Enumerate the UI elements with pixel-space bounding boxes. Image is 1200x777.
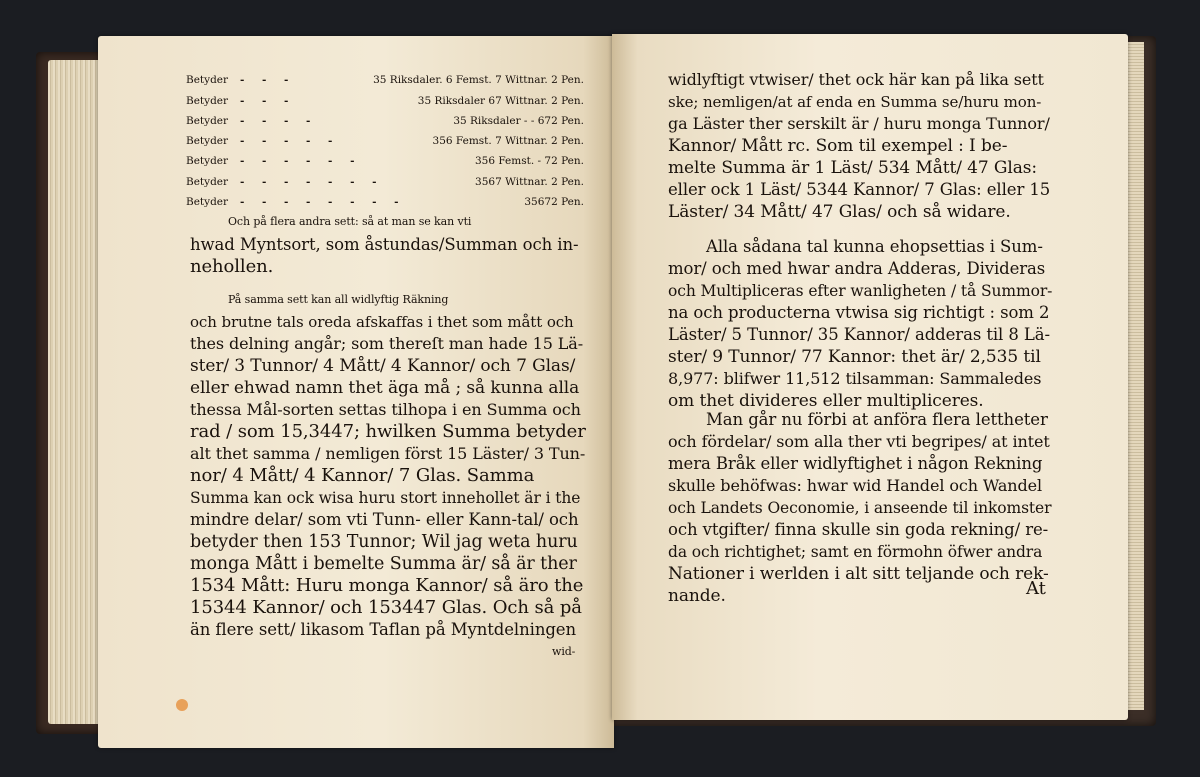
row-label: Betyder bbox=[186, 74, 229, 86]
paper-stain bbox=[176, 699, 188, 711]
row-value: 35672 Pen. bbox=[524, 196, 584, 208]
text-line: melte Summa är 1 Läst/ 534 Mått/ 47 Glas: bbox=[668, 158, 1038, 178]
catchword: At bbox=[1026, 578, 1046, 599]
row-dashes: - - - - - - - - bbox=[240, 196, 406, 208]
text-line: nehollen. bbox=[190, 256, 274, 277]
text-line: än flere sett/ likasom Taflan på Myntdelningen bbox=[190, 620, 576, 639]
text-line: 8,977: blifwer 11,512 tilsamman: Sammaledes bbox=[668, 369, 1042, 388]
text-line: nande. bbox=[668, 586, 726, 606]
text-line: ster/ 3 Tunnor/ 4 Mått/ 4 Kannor/ och 7 Glas/ bbox=[190, 356, 576, 376]
row-label: Betyder bbox=[186, 115, 229, 127]
row-dashes: - - - - - - - bbox=[240, 176, 384, 188]
text-line: Kannor/ Mått rc. Som til exempel : I be- bbox=[668, 136, 1008, 156]
text-line: om thet divideres eller multipliceres. bbox=[668, 391, 984, 411]
table-row bbox=[186, 115, 584, 135]
row-dashes: - - - bbox=[240, 74, 296, 86]
text-line: ga Läster ther serskilt är / huru monga Tunnor/ bbox=[668, 114, 1050, 133]
text-line: och fördelar/ som alla ther vti begripes/ at intet bbox=[668, 432, 1050, 451]
text-line: 15344 Kannor/ och 153447 Glas. Och så på bbox=[190, 597, 582, 618]
table-row bbox=[186, 135, 584, 155]
table-row bbox=[186, 95, 584, 115]
text-line: thessa Mål-sorten settas tilhopa i en Summa och bbox=[190, 400, 581, 419]
row-value: 356 Femst. - 72 Pen. bbox=[474, 155, 584, 167]
text-line: wid- bbox=[552, 645, 576, 658]
text-line: ske; nemligen/at af enda en Summa se/huru mon- bbox=[668, 93, 1042, 111]
row-value: 35 Riksdaler 67 Wittnar. 2 Pen. bbox=[417, 95, 584, 107]
row-label: Betyder bbox=[186, 135, 229, 147]
row-label: Betyder bbox=[186, 155, 229, 167]
row-value: 3567 Wittnar. 2 Pen. bbox=[475, 176, 584, 188]
text-line: skulle behöfwas: hwar wid Handel och Wandel bbox=[668, 476, 1043, 495]
table-row bbox=[186, 74, 584, 94]
row-dashes: - - - - - bbox=[240, 135, 340, 147]
text-line: nor/ 4 Mått/ 4 Kannor/ 7 Glas. Samma bbox=[190, 465, 535, 486]
text-line: na och producterna vtwisa sig richtigt : som 2 bbox=[668, 303, 1050, 322]
text-line: mor/ och med hwar andra Adderas, Divideras bbox=[668, 259, 1046, 278]
text-line: widlyftigt vtwiser/ thet ock här kan på lika sett bbox=[668, 70, 1044, 89]
row-label: Betyder bbox=[186, 176, 229, 188]
row-value: 35 Riksdaler - - 672 Pen. bbox=[453, 115, 584, 127]
row-dashes: - - - - - - bbox=[240, 155, 362, 167]
text-line: Och på flera andra sett: så at man se kan vti bbox=[228, 215, 472, 228]
row-label: Betyder bbox=[186, 196, 229, 208]
text-line: ster/ 9 Tunnor/ 77 Kannor: thet är/ 2,535 til bbox=[668, 347, 1041, 367]
text-line: eller ehwad namn thet äga må ; så kunna alla bbox=[190, 378, 580, 398]
row-dashes: - - - bbox=[240, 95, 296, 107]
text-line: Läster/ 34 Mått/ 47 Glas/ och så widare. bbox=[668, 202, 1011, 222]
text-line: 1534 Mått: Huru monga Kannor/ så äro the bbox=[190, 575, 584, 596]
text-line: Nationer i werlden i alt sitt teljande och rek- bbox=[668, 564, 1049, 584]
text-line: och brutne tals oreda afskaffas i thet som mått och bbox=[190, 313, 574, 331]
row-dashes: - - - - bbox=[240, 115, 318, 127]
table-row bbox=[186, 176, 584, 196]
text-line: Summa kan ock wisa huru stort innehollet är i the bbox=[190, 489, 581, 507]
text-line: Man går nu förbi at anföra flera lettheter bbox=[706, 410, 1048, 429]
text-line: På samma sett kan all widlyftig Räkning bbox=[228, 293, 449, 306]
text-line: mindre delar/ som vti Tunn- eller Kann-tal/ och bbox=[190, 510, 579, 529]
text-line: Läster/ 5 Tunnor/ 35 Kannor/ adderas til 8 Lä- bbox=[668, 325, 1050, 344]
row-value: 35 Riksdaler. 6 Femst. 7 Wittnar. 2 Pen. bbox=[373, 74, 584, 86]
row-label: Betyder bbox=[186, 95, 229, 107]
text-line: monga Mått i bemelte Summa är/ så är ther bbox=[190, 554, 577, 574]
text-line: och vtgifter/ finna skulle sin goda rekning/ re- bbox=[668, 520, 1049, 539]
row-value: 356 Femst. 7 Wittnar. 2 Pen. bbox=[432, 135, 584, 147]
text-line: och Multipliceras efter wanligheten / tå Summor- bbox=[668, 282, 1053, 300]
text-line: och Landets Oeconomie, i anseende til inkomster bbox=[668, 499, 1052, 517]
text-line: eller ock 1 Läst/ 5344 Kannor/ 7 Glas: eller 15 bbox=[668, 180, 1051, 199]
text-line: da och richtighet; samt en förmohn öfwer andra bbox=[668, 543, 1043, 561]
table-row bbox=[186, 155, 584, 175]
text-line: hwad Myntsort, som åstundas/Summan och in- bbox=[190, 235, 579, 254]
text-line: Alla sådana tal kunna ehopsettias i Sum- bbox=[706, 237, 1043, 256]
text-line: mera Bråk eller widlyftighet i någon Rekning bbox=[668, 454, 1043, 473]
text-line: rad / som 15,3447; hwilken Summa betyder bbox=[190, 421, 586, 442]
text-line: alt thet samma / nemligen först 15 Läster/ 3 Tun- bbox=[190, 444, 586, 463]
text-line: betyder then 153 Tunnor; Wil jag weta huru bbox=[190, 532, 578, 552]
text-line: thes delning angår; som thereſt man hade 15 Lä- bbox=[190, 334, 584, 353]
